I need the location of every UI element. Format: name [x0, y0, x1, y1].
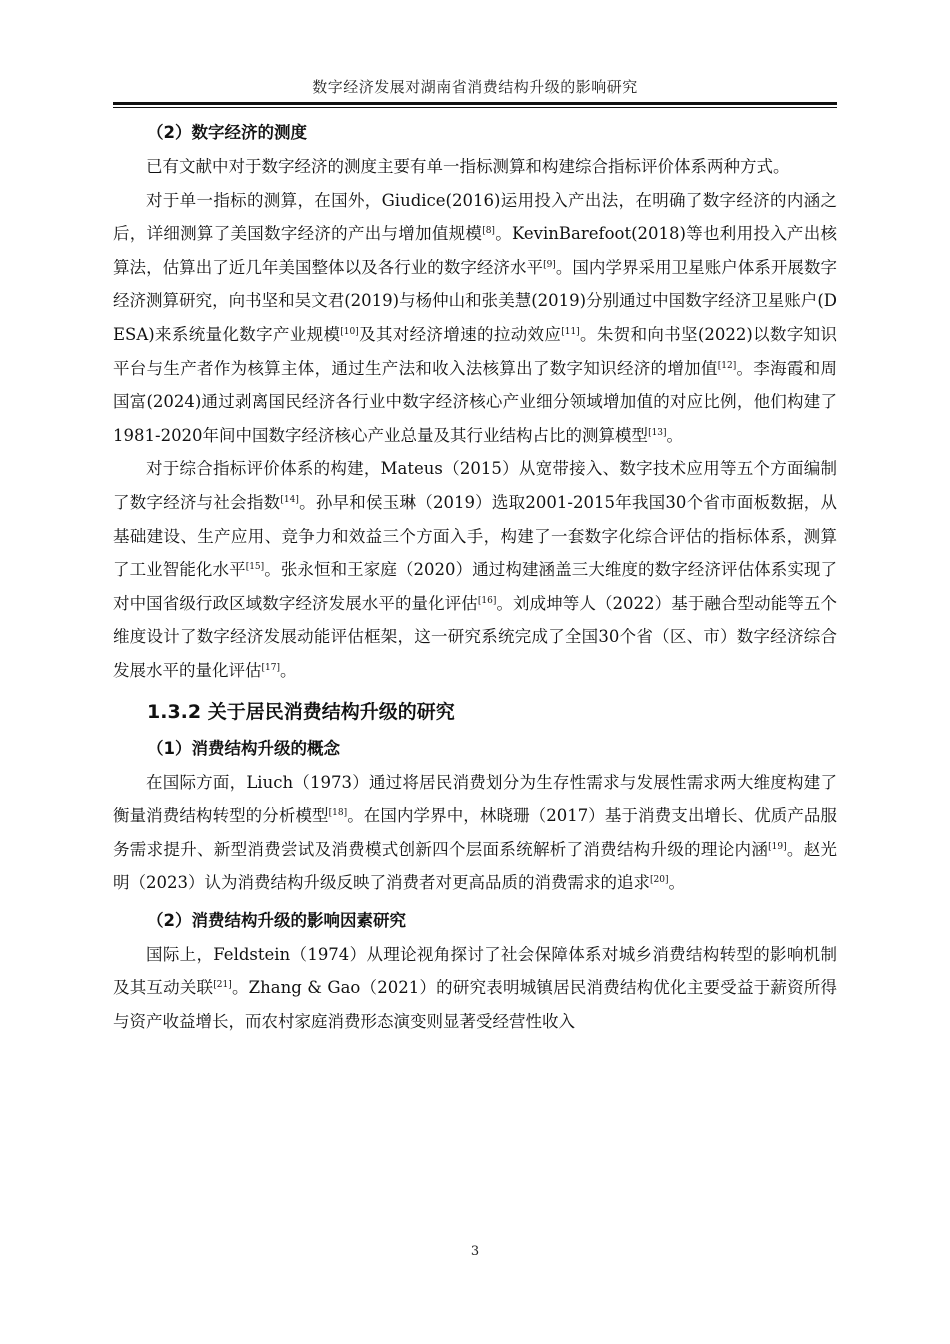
subheading-digital-economy-measurement: （2）数字经济的测度 — [147, 123, 307, 142]
citation-ref: [15] — [245, 562, 265, 573]
paragraph-single-indicator: 对于单一指标的测算，在国外，Giudice(2016)运用投入产出法，在明确了数字经济的内涵之后，详细测算了美国数字经济的产出与增加值规模[8]。KevinBarefoot(2018)等也利用投入产出核算法，估算出了近几年美国整体以及各行业的数字经济水平[9]。国内学界采用卫星账户体系开展数字经济测算研究，向书坚和吴文君(2019)与杨仲山和张美慧(2019)分别通过中国数字经济卫星账户(DESA)来系统量化数字产业规模[10]及其对经济增速的拉动效应[11]。朱贺和向书坚(2022)以数字知识平台与生产者作为核算主体，通过生产法和收入法核算出了数字知识经济的增加值[12]。李海霞和周国富(2024)通过剥离国民经济各行业中数字经济核心产业细分领域增加值的对应比例，他们构建了1981-2020年间中国数字经济核心产业总量及其行业结构占比的测算模型[13]。 — [113, 190, 838, 445]
citation-ref: [8] — [482, 226, 495, 237]
running-header: 数字经济发展对湖南省消费结构升级的影响研究 — [312, 78, 638, 96]
header-rule-thick — [113, 102, 837, 105]
citation-ref: [10] — [340, 326, 359, 337]
page-number: 3 — [470, 1244, 480, 1259]
citation-ref: [20] — [650, 875, 669, 886]
citation-ref: [21] — [213, 980, 232, 991]
citation-ref: [11] — [561, 326, 580, 337]
paragraph-upgrade-concept: 在国际方面，Liuch（1973）通过将居民消费划分为生存性需求与发展性需求两大维度构建了衡量消费结构转型的分析模型[18]。在国内学界中，林晓珊（2017）基于消费支出增长、优质产品服务需求提升、新型消费尝试及消费模式创新四个层面系统解析了消费结构升级的理论内涵[19]。赵光明（2023）认为消费结构升级反映了消费者对更高品质的消费需求的追求[20]。 — [113, 772, 838, 893]
paragraph-measurement-overview: 已有文献中对于数字经济的测度主要有单一指标测算和构建综合指标评价体系两种方式。 — [146, 157, 790, 176]
subheading-upgrade-concept: （1）消费结构升级的概念 — [147, 738, 340, 758]
section-heading-consumption-structure: 1.3.2 关于居民消费结构升级的研究 — [147, 700, 455, 723]
citation-ref: [18] — [328, 808, 348, 819]
citation-ref: [13] — [648, 427, 667, 438]
citation-ref: [19] — [768, 841, 787, 852]
paragraph-influencing-factors: 国际上，Feldstein（1974）从理论视角探讨了社会保障体系对城乡消费结构转型的影响机制及其互动关联[21]。Zhang & Gao（2021）的研究表明城镇居民消费结构优化主要受益于薪资所得与资产收益增长，而农村家庭消费形态演变则显著受经营性收入 — [113, 944, 837, 1032]
body-content — [113, 116, 837, 1039]
citation-ref: [12] — [717, 360, 737, 371]
citation-ref: [9] — [543, 259, 556, 270]
citation-ref: [16] — [477, 595, 497, 606]
paragraph-composite-index: 对于综合指标评价体系的构建，Mateus（2015）从宽带接入、数字技术应用等五个方面编制了数字经济与社会指数[14]。孙早和侯玉琳（2019）选取2001-2015年我国30个省市面板数据，从基础建设、生产应用、竞争力和效益三个方面入手，构建了一套数字化综合评估的指标体系，测算了工业智能化水平[15]。张永恒和王家庭（2020）通过构建涵盖三大维度的数字经济评估体系实现了对中国省级行政区域数字经济发展水平的量化评估[16]。刘成坤等人（2022）基于融合型动能等五个维度设计了数字经济发展动能评估框架，这一研究系统完成了全国30个省（区、市）数字经济综合发展水平的量化评估[17]。 — [113, 459, 838, 680]
subheading-influencing-factors: （2）消费结构升级的影响因素研究 — [147, 910, 406, 930]
citation-ref: [17] — [261, 662, 280, 673]
citation-ref: [14] — [280, 494, 299, 505]
header-rule-thin — [113, 107, 837, 108]
